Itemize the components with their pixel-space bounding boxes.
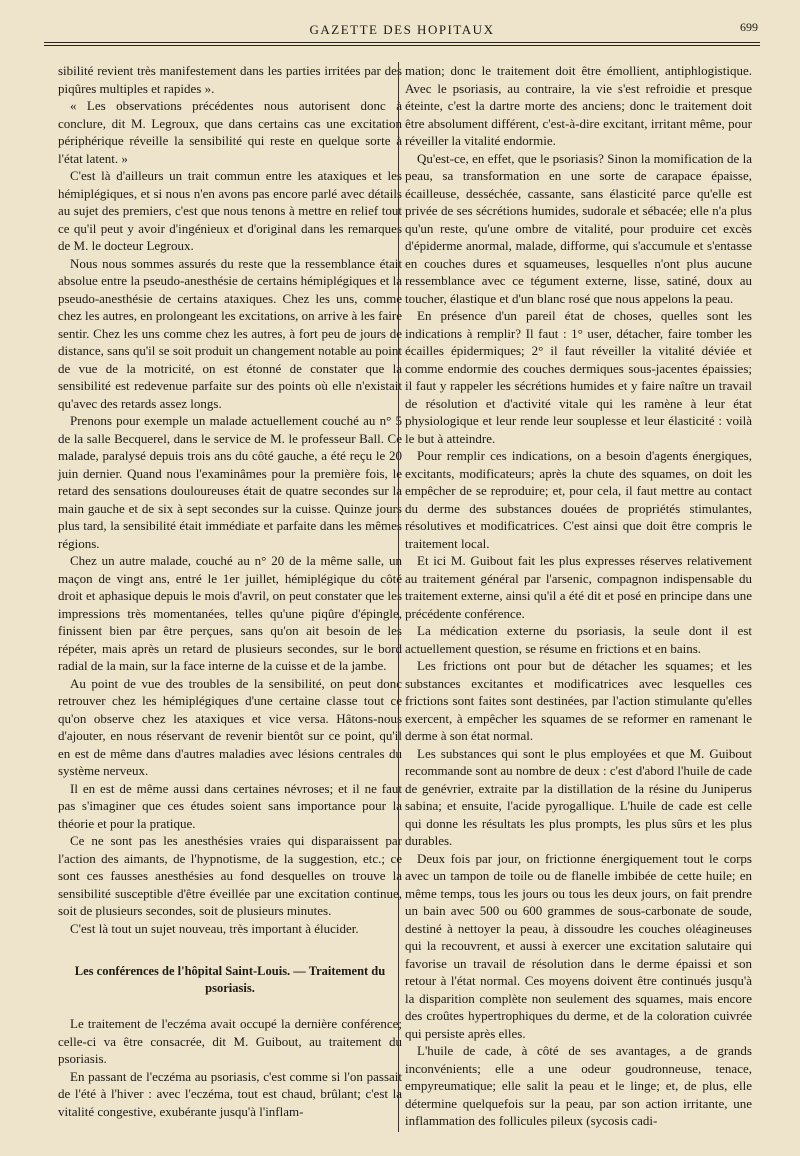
paragraph: Au point de vue des troubles de la sensibilité, on peut donc retrouver chez les hémiplégiques d'une certaine classe tout ce qu'on observe chez les ataxiques et vice versa. Hâtons-nous d'ajouter, en nous réservant de revenir bientôt sur ce point, qu'il en est de même dans d'autres maladies avec lésions centrales du système nerveux. (58, 675, 402, 778)
page-header (44, 18, 760, 43)
paragraph: L'huile de cade, à côté de ses avantages, a de grands inconvénients; elle a une odeur goudronneuse, tenace, empyreumatique; elle salit la peau et le linge; et, de plus, elle détermine quelquefois sur la peau, par son action irritante, une inflammation des follicules pileux (sycosis cadi- (405, 1043, 752, 1128)
paragraph: Chez un autre malade, couché au n° 20 de la même salle, un maçon de vingt ans, entré le 1er juillet, hémiplégique du côté droit et aphasique depuis le mois d'avril, on peut constater que les impressions très momentanées, telles qu'une piqûre d'épingle, finissent bien par être perçues, sans qu'on ait besoin de les répéter, mais après un retard de plusieurs secondes, sur le bord radial de la main, sur la face interne de la cuisse et de la jambe. (58, 553, 402, 673)
paragraph: « Les observations précédentes nous autorisent donc à conclure, dit M. Legroux, que dans certains cas une excitation périphérique réveille la sensibilité qui reste en quelque sorte à l'état latent. » (58, 98, 402, 166)
paragraph: En passant de l'eczéma au psoriasis, c'est comme si l'on passait de l'été à l'hiver : avec l'eczéma, tout est chaud, brûlant; c'est la vitalité congestive, exubérante jusqu'à l'inflam- (58, 1068, 402, 1119)
header-rule (44, 45, 760, 46)
paragraph: mation; donc le traitement doit être émollient, antiphlogistique. Avec le psoriasis, au contraire, la vie s'est refroidie et presque éteinte, c'est la dartre morte des anciens; donc le traitement doit être absolument différent, c'est-à-dire excitant, irritant même, pour réveiller la vitalité endormie. (405, 63, 752, 148)
paragraph: Pour remplir ces indications, on a besoin d'agents énergiques, excitants, modificateurs; après la chute des squames, on doit les empêcher de se reproduire; et, pour cela, il faut mettre au contact du derme des substances douées de propriétés stimulantes, résolutives et modificatrices. C'est ainsi que doit être compris le traitement local. (405, 448, 752, 551)
paragraph: Les frictions ont pour but de détacher les squames; et les substances excitantes et modificatrices avec lesquelles ces frictions sont faites sont destinées, par l'action stimulante qu'elles exercent, à empêcher les squames de se reformer en ramenant le derme à son état normal. (405, 658, 752, 743)
paragraph: Prenons pour exemple un malade actuellement couché au n° 5 de la salle Becquerel, dans le service de M. le professeur Ball. Ce malade, paralysé depuis trois ans du côté gauche, a été reçu le 20 juin dernier. Quand nous l'examinâmes pour la première fois, le retard des sensations douloureuses était de quatre secondes sur la main gauche et de six à sept secondes sur la cuisse. Quinze jours plus tard, la sensibilité était immédiate et parfaite dans les mêmes régions. (58, 413, 402, 551)
paragraph: Qu'est-ce, en effet, que le psoriasis? Sinon la momification de la peau, sa transformation en une sorte de carapace épaisse, écailleuse, desséchée, cassante, sans élasticité parce qu'elle est privée de ses sécrétions humides, sudorale et sébacée; elle n'a plus qu'un reste, qu'une ombre de vitalité, pour produire cet excès d'épiderme anormal, malade, difforme, qui s'accumule et s'entasse en couches dures et squameuses, lesquelles n'ont plus aucune ressemblance avec ce tégument externe, lisse, satiné, doux au toucher, élastique et d'un blanc rosé que nous appelons la peau. (405, 150, 752, 306)
paragraph: C'est là d'ailleurs un trait commun entre les ataxiques et les hémiplégiques, et si nous n'en avons pas encore parlé avec détails au sujet des premiers, c'est que nous tenons à mettre en relief tout ce qu'il peut y avoir d'ingénieux et d'original dans les remarques de M. le docteur Legroux. (58, 168, 402, 253)
section-title: Les conférences de l'hôpital Saint-Louis. — Traitement du psoriasis. (74, 964, 386, 995)
page-number: 699 (740, 20, 758, 34)
paragraph: La médication externe du psoriasis, la seule dont il est actuellement question, se résume en frictions et en bains. (405, 623, 752, 656)
journal-title: GAZETTE DES HOPITAUX (309, 22, 495, 37)
paragraph: Le traitement de l'eczéma avait occupé la dernière conférence; celle-ci va être consacrée, dit M. Guibout, au traitement du psoriasis. (58, 1016, 402, 1066)
paragraph: Et ici M. Guibout fait les plus expresses réserves relativement au traitement général par l'arsenic, compagnon indispensable du traitement externe, ainsi qu'il a été dit et posé en principe dans une précédente conférence. (405, 553, 752, 621)
paragraph: Deux fois par jour, on frictionne énergiquement tout le corps avec un tampon de toile ou de flanelle imbibée de cette huile; en même temps, tous les jours ou tous les deux jours, on fait prendre un bain avec 500 ou 600 grammes de sous-carbonate de soude, destiné à nettoyer la peau, à dissoudre les couches oléagineuses qui la recouvrent, et aussi à exercer une excitation salutaire qui favorise un travail de résolution dans le derme épaissi et son retour à l'état normal. Ces moyens doivent être continués jusqu'à la disparition complète non seulement des squames, mais encore des croûtes hypertrophiques du derme, et de la coloration cuivrée qui persiste après elles. (405, 850, 752, 1041)
paragraph: Les substances qui sont le plus employées et que M. Guibout recommande sont au nombre de deux : c'est d'abord l'huile de cade de genévrier, extraite par la distillation de la résine du Juniperus sabina; et ensuite, l'acide pyrogallique. L'huile de cade est celle qui donne les résultats les plus prompts, les plus sûrs et les plus durables. (405, 745, 752, 848)
paragraph: En présence d'un pareil état de choses, quelles sont les indications à remplir? Il faut : 1° user, détacher, faire tomber les écailles épidermiques; 2° il faut réveiller la vitalité déviée et comme endormie des couches dermiques sous-jacentes épaissies; il faut y rappeler les sécrétions humides et y faire naître un travail de résolution et d'activité vitale qui les ramène à leur état physiologique et leur rende leur souplesse et leur élasticité : voilà le but à atteindre. (405, 308, 752, 446)
paragraph: Nous nous sommes assurés du reste que la ressemblance était absolue entre la pseudo-anesthésie de certains hémiplégiques et la pseudo-anesthésie de certains ataxiques. Chez les uns, comme chez les autres, en prolongeant les excitations, on arrive à les faire sentir. Chez les uns comme chez les autres, à fort peu de jours de distance, sans qu'il se soit produit un changement notable au point de vue de la motricité, on est étonné de constater que la sensibilité est redevenue parfaite sur des points où elle n'existait qu'avec des retards assez longs. (58, 255, 402, 411)
column-divider (398, 62, 399, 1132)
right-column (405, 62, 752, 1130)
paragraph: C'est là tout un sujet nouveau, très important à élucider. (70, 920, 359, 936)
paragraph: Il en est de même aussi dans certaines névroses; et il ne faut pas s'imaginer que ces études soient sans importance pour la théorie et pour la pratique. (58, 780, 402, 831)
paragraph: Ce ne sont pas les anesthésies vraies qui disparaissent par l'action des aimants, de l'hypnotisme, de la suggestion, etc.; ce sont ces fausses anesthésies au fond desquelles on trouve la sensibilité susceptible d'être éveillée par une excitation continue, soit de plusieurs secondes, soit de plusieurs minutes. (58, 833, 402, 918)
paragraph: sibilité revient très manifestement dans les parties irritées par des piqûres multiples et rapides ». (58, 63, 402, 96)
left-column (58, 62, 402, 1120)
